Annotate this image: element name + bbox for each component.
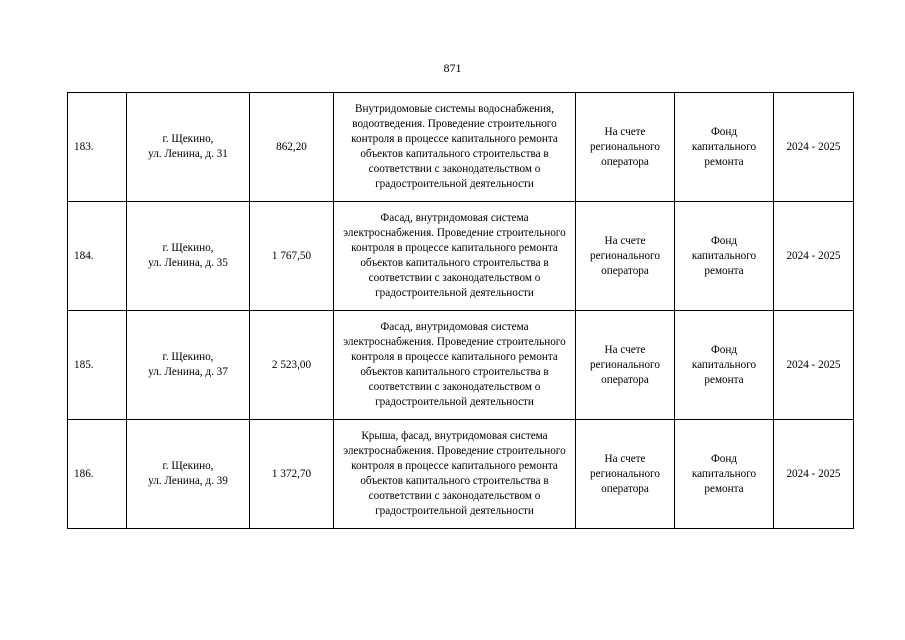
- address-city: г. Щекино,: [162, 351, 214, 363]
- table-row: [68, 420, 854, 529]
- period-cell: 2024 - 2025: [774, 202, 854, 311]
- cost-cell: 2 523,00: [250, 311, 334, 420]
- funding-source-cell: Фонд капитального ремонта: [675, 93, 774, 202]
- table-row: [68, 311, 854, 420]
- work-description-text: Крыша, фасад, внутридомовая система электроснабжения. Проведение строительного контроля в процессе капитального ремонта объектов капитального строительства в соответствии с законодательством о градостроительной деятельности: [343, 430, 566, 517]
- funding-source-cell: Фонд капитального ремонта: [675, 420, 774, 529]
- account-cell: На счете регионального оператора: [576, 93, 675, 202]
- funding-source-cell: Фонд капитального ремонта: [675, 202, 774, 311]
- period-cell: 2024 - 2025: [774, 311, 854, 420]
- table-row: [68, 202, 854, 311]
- work-description-cell: [334, 202, 576, 311]
- account-cell: На счете регионального оператора: [576, 311, 675, 420]
- period-cell: 2024 - 2025: [774, 420, 854, 529]
- repair-schedule-table: [67, 92, 854, 529]
- page-number: 871: [443, 61, 462, 75]
- row-number-cell: 183.: [68, 93, 127, 202]
- work-description-cell: [334, 311, 576, 420]
- address-street: ул. Ленина, д. 35: [148, 257, 228, 269]
- address-street: ул. Ленина, д. 39: [148, 475, 228, 487]
- address-cell: [127, 202, 250, 311]
- work-description-cell: [334, 420, 576, 529]
- cost-cell: 862,20: [250, 93, 334, 202]
- funding-source-cell: Фонд капитального ремонта: [675, 311, 774, 420]
- account-cell: На счете регионального оператора: [576, 420, 675, 529]
- address-cell: [127, 420, 250, 529]
- work-description-text: Фасад, внутридомовая система электроснабжения. Проведение строительного контроля в процессе капитального ремонта объектов капитального строительства в соответствии с законодательством о градостроительной деятельности: [343, 321, 566, 408]
- work-description-text: Внутридомовые системы водоснабжения, водоотведения. Проведение строительного контроля в процессе капитального ремонта объектов капитального строительства в соответствии с законодательством о градостроительной деятельности: [351, 103, 558, 190]
- address-cell: [127, 93, 250, 202]
- work-description-text: Фасад, внутридомовая система электроснабжения. Проведение строительного контроля в процессе капитального ремонта объектов капитального строительства в соответствии с законодательством о градостроительной деятельности: [343, 212, 566, 299]
- row-number-cell: 185.: [68, 311, 127, 420]
- row-number-cell: 186.: [68, 420, 127, 529]
- period-cell: 2024 - 2025: [774, 93, 854, 202]
- address-city: г. Щекино,: [162, 242, 214, 254]
- address-street: ул. Ленина, д. 37: [148, 366, 228, 378]
- cost-cell: 1 767,50: [250, 202, 334, 311]
- work-description-cell: [334, 93, 576, 202]
- cost-cell: 1 372,70: [250, 420, 334, 529]
- address-city: г. Щекино,: [162, 460, 214, 472]
- row-number-cell: 184.: [68, 202, 127, 311]
- address-street: ул. Ленина, д. 31: [148, 148, 228, 160]
- address-cell: [127, 311, 250, 420]
- table-row: [68, 93, 854, 202]
- account-cell: На счете регионального оператора: [576, 202, 675, 311]
- address-city: г. Щекино,: [162, 133, 214, 145]
